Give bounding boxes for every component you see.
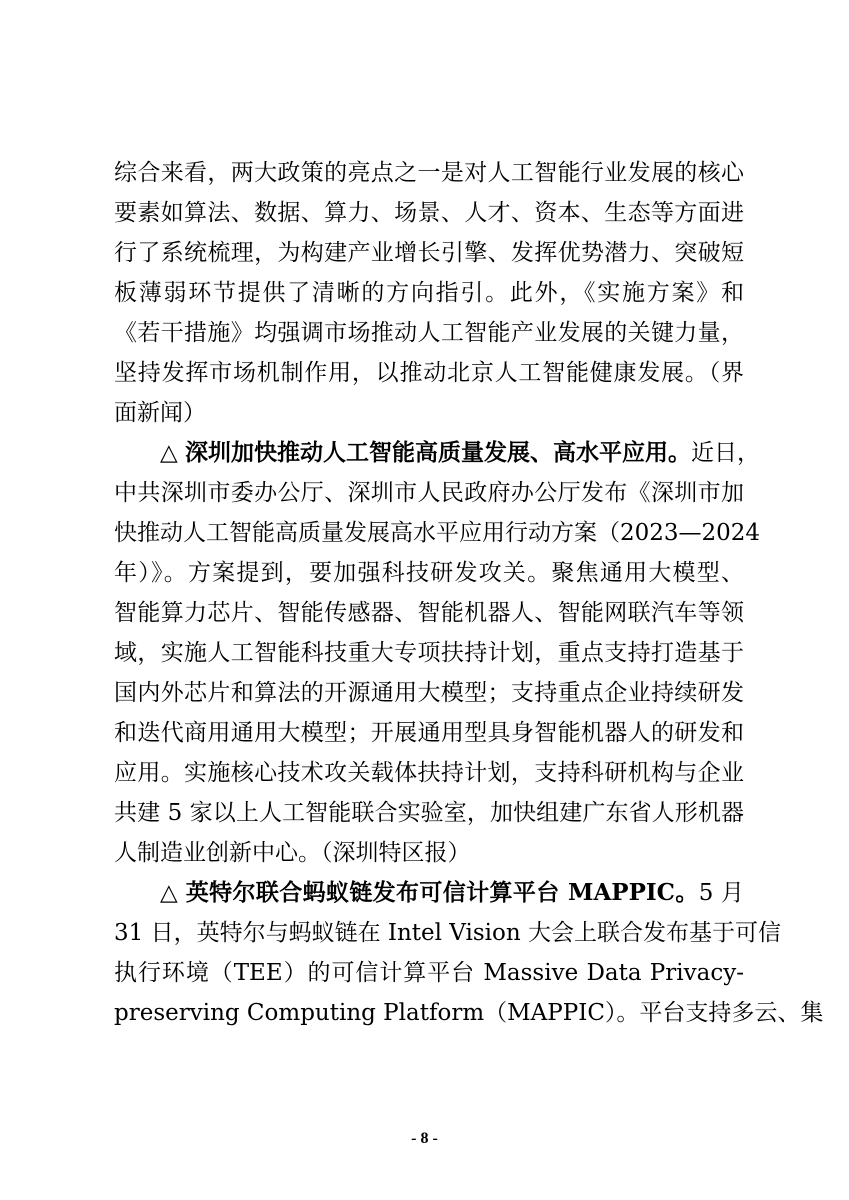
paragraph-line: 坚持发挥市场机制作用，以推动北京人工智能健康发展。（界 xyxy=(114,360,744,386)
paragraph-line: 快推动人工智能高质量发展高水平应用行动方案（2023—2024 xyxy=(114,520,761,546)
paragraph-line: 面新闻） xyxy=(114,400,206,426)
section-heading-line xyxy=(160,433,761,473)
section-heading-line xyxy=(160,873,744,913)
page-number: - 8 - xyxy=(411,1130,438,1147)
paragraph-line: 要素如算法、数据、算力、场景、人才、资本、生态等方面进 xyxy=(114,200,744,226)
section-heading-tail: 近日， xyxy=(691,440,761,466)
paragraph-line: 和迭代商用通用大模型；开展通用型具身智能机器人的研发和 xyxy=(114,720,744,746)
paragraph-line: 执行环境（TEE）的可信计算平台 Massive Data Privacy- xyxy=(114,960,744,986)
paragraph-line: 年）》。方案提到，要加强科技研发攻关。聚焦通用大模型、 xyxy=(114,560,744,586)
paragraph-line: 行了系统梳理，为构建产业增长引擎、发挥优势潜力、突破短 xyxy=(114,240,744,266)
paragraph-line: 中共深圳市委办公厅、深圳市人民政府办公厅发布《深圳市加 xyxy=(114,480,744,506)
section-heading: 英特尔联合蚂蚁链发布可信计算平台 MAPPIC。 xyxy=(185,879,699,906)
paragraph-line: preserving Computing Platform（MAPPIC）。平台支持多云、集 xyxy=(114,1000,824,1026)
paragraph-line: 域，实施人工智能科技重大专项扶持计划，重点支持打造基于 xyxy=(114,640,744,666)
paragraph-line: 31 日，英特尔与蚂蚁链在 Intel Vision 大会上联合发布基于可信 xyxy=(114,920,781,946)
paragraph-line: 智能算力芯片、智能传感器、智能机器人、智能网联汽车等领 xyxy=(114,600,744,626)
paragraph-line: 综合来看，两大政策的亮点之一是对人工智能行业发展的核心 xyxy=(114,160,744,186)
paragraph-line: 人制造业创新中心。（深圳特区报） xyxy=(114,840,471,866)
paragraph-line: 国内外芯片和算法的开源通用大模型；支持重点企业持续研发 xyxy=(114,680,744,706)
paragraph-line: 《若干措施》均强调市场推动人工智能产业发展的关键力量， xyxy=(114,320,744,346)
triangle-marker-icon: △ xyxy=(160,440,178,466)
paragraph-line: 板薄弱环节提供了清晰的方向指引。此外，《实施方案》和 xyxy=(114,280,744,306)
section-heading: 深圳加快推动人工智能高质量发展、高水平应用。 xyxy=(185,439,692,466)
paragraph-line: 应用。实施核心技术攻关载体扶持计划，支持科研机构与企业 xyxy=(114,760,744,786)
triangle-marker-icon: △ xyxy=(160,880,179,906)
paragraph-line: 共建 5 家以上人工智能联合实验室，加快组建广东省人形机器 xyxy=(114,800,744,826)
section-heading-tail: 5 月 xyxy=(698,880,744,906)
